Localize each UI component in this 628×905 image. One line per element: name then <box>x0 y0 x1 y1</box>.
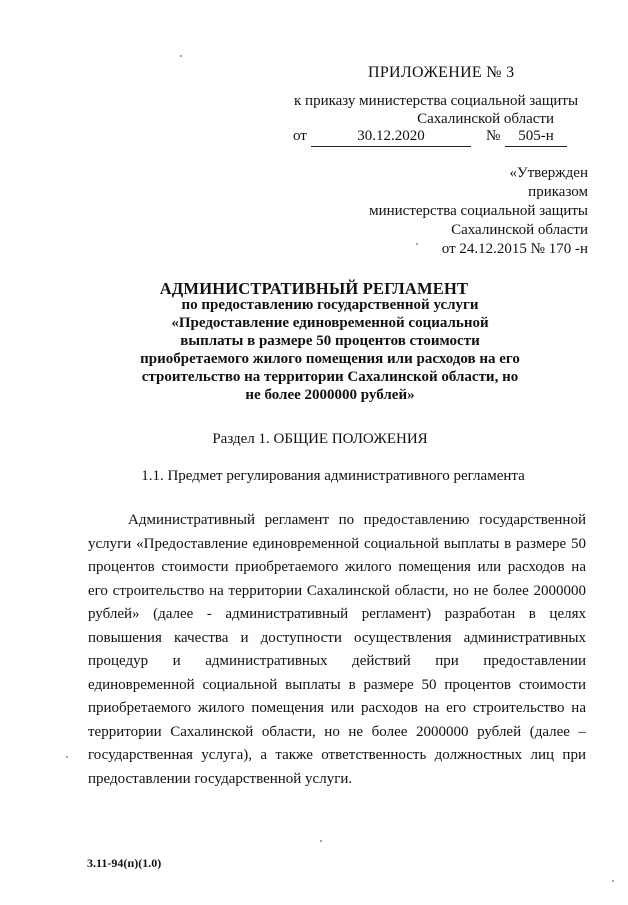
approved-line-2: приказом <box>528 184 588 200</box>
order-date-number-row <box>293 128 593 148</box>
scan-speck <box>416 243 418 245</box>
order-number: 505-н <box>505 128 567 147</box>
document-subtitle: по предоставлению государственной услуги «Предоставление единовременной социальной выплаты в размере 50 процентов стоимости приобретаемого жилого помещения или расходов на его строительство на территории Сахалинской области, но не более 2000000 рублей» <box>140 297 520 403</box>
approved-line-5: от 24.12.2015 № 170 -н <box>441 241 588 257</box>
appendix-region-line: Сахалинской области <box>417 111 554 127</box>
subsection-heading: 1.1. Предмет регулирования административного регламента <box>141 468 525 484</box>
appendix-title: ПРИЛОЖЕНИЕ № 3 <box>368 64 515 81</box>
from-label: от <box>293 128 307 144</box>
document-title: АДМИНИСТРАТИВНЫЙ РЕГЛАМЕНТ <box>159 279 469 298</box>
approved-line-1: «Утвержден <box>509 165 588 181</box>
section-heading: Раздел 1. ОБЩИЕ ПОЛОЖЕНИЯ <box>212 431 428 447</box>
scan-speck <box>180 55 182 57</box>
approved-line-4: Сахалинской области <box>451 222 588 238</box>
appendix-order-line: к приказу министерства социальной защиты <box>294 93 579 109</box>
scan-speck <box>66 756 68 758</box>
scan-speck <box>612 880 614 882</box>
order-date: 30.12.2020 <box>311 128 471 147</box>
body-paragraph-text: Административный регламент по предоставлению государственной услуги «Предоставление единовременной социальной выплаты в размере 50 процентов стоимости приобретаемого жилого помещения или расходов на его строительство на территории Сахалинской области, но не более 2000000 рублей» (далее - административный регламент) разработан в целях повышения качества и доступности осуществления административных процедур и административных действий при предоставлении единовременной социальной выплаты в размере 50 процентов стоимости приобретаемого жилого помещения или расходов на его строительство на территории Сахалинской области, но не более 2000000 рублей (далее – государственная услуга), а также ответственность должностных лиц при предоставлении государственной услуги. <box>88 512 586 787</box>
approved-line-3: министерства социальной защиты <box>369 203 588 219</box>
scan-speck <box>320 840 322 842</box>
footer-form-code: 3.11-94(п)(1.0) <box>87 856 162 870</box>
number-label: № <box>486 128 501 144</box>
body-paragraph <box>88 509 586 791</box>
approved-block <box>268 164 588 259</box>
